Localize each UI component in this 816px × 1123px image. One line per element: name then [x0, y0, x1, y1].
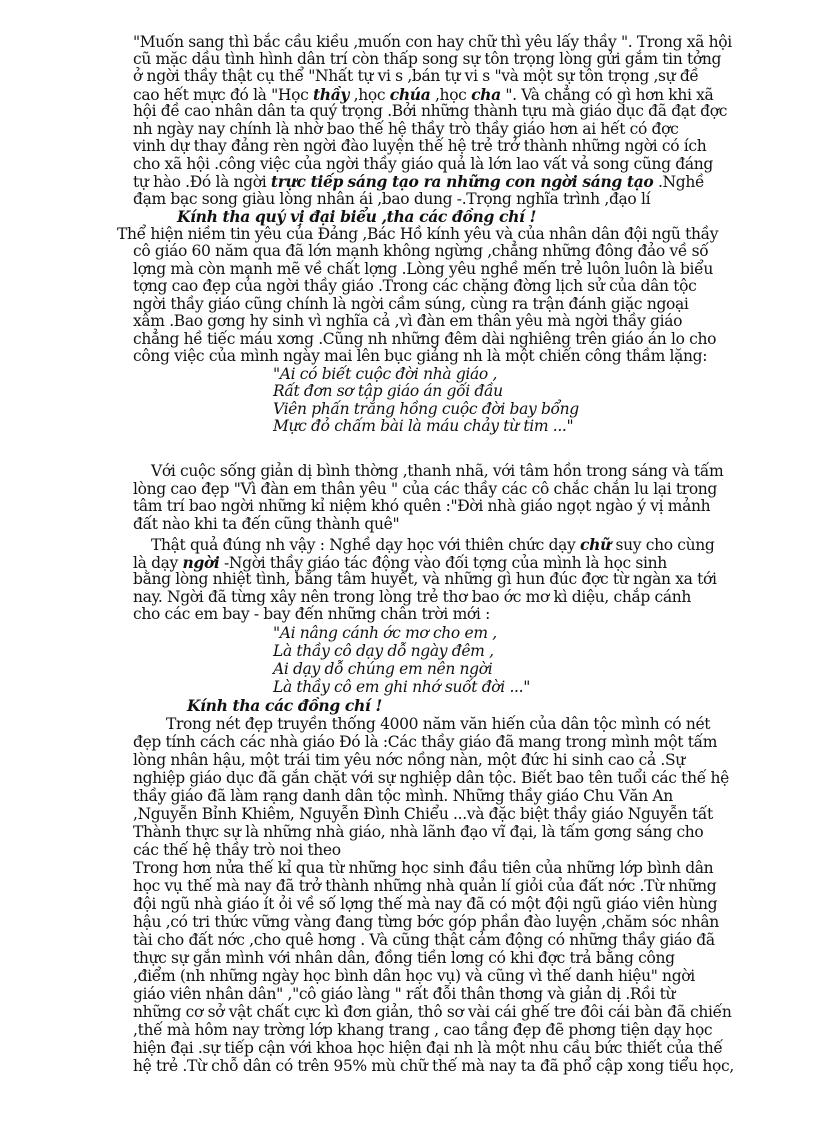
emphasis-text: ngời — [182, 553, 220, 572]
emphasis-text: cha — [471, 85, 501, 104]
text-line: cho các em bay - bay đến những chân trời mới : — [133, 605, 490, 623]
text-line: tợng cao đẹp của ngời thầy giáo .Trong các chặng đờng lịch sử của dân tộc — [133, 277, 697, 295]
text-line: cũ mặc dầu tình hình dân trí còn thấp song sự tôn trọng lòng gửi gắm tin tởng — [133, 50, 722, 68]
emphasis-text: trực tiếp — [270, 172, 343, 191]
text-line: nghiệp giáo dục đã gắn chặt với sự nghiệp dân tộc. Biết bao tên tuổi các thế hệ — [133, 769, 729, 787]
text-span: cao hết mực đó là "Học — [133, 86, 313, 104]
text-span: .Nghề — [653, 173, 705, 191]
poem-line: Viên phấn trắng hồng cuộc đời bay bổng — [273, 400, 579, 418]
text-line: nay. Ngời đã từng xây nên trong lòng trẻ thơ bao ớc mơ kì diệu, chắp cánh — [133, 588, 692, 606]
text-line: hệ trẻ .Từ chỗ dân có trên 95% mù chữ thế mà nay ta đã phổ cập xong tiểu học, — [133, 1057, 734, 1075]
poem-line: Rất đơn sơ tập giáo án gối đầu — [273, 382, 503, 400]
text-line: Thể hiện niềm tin yêu của Đảng ,Bác Hồ kính yêu và của nhân dân đội ngũ thầy — [117, 225, 719, 243]
text-line: cô giáo 60 năm qua đã lớn mạnh không ngừng ,chẳng những đông đảo về số — [133, 242, 709, 260]
text-line: lòng cao đẹp "Vì đàn em thân yêu " của các thầy các cô chắc chắn lu lại trong — [133, 480, 718, 498]
emphasis-text: chúa — [389, 85, 431, 104]
text-line: đạm bạc song giàu lòng nhân ái ,bao dung -.Trọng nghĩa trình ,đạo lí — [133, 190, 651, 208]
poem-line: Ai dạy dỗ chúng em nên ngời — [273, 660, 493, 678]
emphasis-text: sáng tạo ra những con ngời sáng tạo — [347, 172, 654, 191]
text-line: thầy giáo đã làm rạng danh dân tộc mình. Những thầy giáo Chu Văn An — [133, 787, 673, 805]
text-line: đất nào khi ta đến cũng thành quê" — [133, 515, 400, 533]
text-line: lợng mà còn mạnh mẽ về chất lợng .Lòng yêu nghề mến trẻ luôn luôn là biểu — [133, 260, 713, 278]
text-line: các thế hệ thầy trò noi theo — [133, 841, 341, 859]
text-line: ở ngời thầy thật cụ thể "Nhất tự vi s ,bán tự vi s "và một sự tôn trọng ,sự đề — [133, 67, 699, 85]
text-line: bằng lòng nhiệt tình, bằng tâm huyết, và những gì hun đúc đợc từ ngàn xa tới — [133, 570, 717, 588]
text-line: nh ngày nay chính là nhờ bao thế hệ thầy trò thầy giáo hơn ai hết có đợc — [133, 120, 679, 138]
text-line: những cơ sở vật chất cực kì đơn giản, thô sơ vài cái ghế tre đôi cái bàn đã chiến — [133, 1003, 732, 1021]
emphasis-text: thầy — [313, 85, 350, 104]
poem-line: "Ai nâng cánh ớc mơ cho em , — [273, 624, 497, 642]
text-line: đẹp tính cách các nhà giáo Đó là :Các thầy giáo đã mang trong mình một tấm — [133, 733, 718, 751]
text-line: cho xã hội .công việc của ngời thầy giáo quả là lớn lao vất vả song cũng đáng — [133, 155, 713, 173]
text-line: hậu ,có tri thức vững vàng đang từng bớc góp phần đào luyện ,chăm sóc nhân — [133, 913, 719, 931]
text-line: đội ngũ nhà giáo ít ỏi về số lợng thế mà nay đã có một đội ngũ giáo viên hùng — [133, 895, 718, 913]
text-span: ,học — [430, 86, 472, 104]
text-line: tâm trí bao ngời những kỉ niệm khó quên :"Đời nhà giáo ngọt ngào ý vị mảnh — [133, 497, 711, 515]
text-line: ngời thầy giáo cũng chính là ngời cầm súng, cùng ra trận đánh giặc ngoại — [133, 295, 689, 313]
text-line: "Muốn sang thì bắc cầu kiều ,muốn con hay chữ thì yêu lấy thầy ". Trong xã hội — [133, 33, 732, 51]
text-line: ,Nguyễn Bỉnh Khiêm, Nguyễn Đình Chiểu ...và đặc biệt thầy giáo Nguyễn tất — [133, 805, 713, 823]
text-span: ". Và chẳng có gì hơn khi xã — [500, 86, 714, 104]
text-span: là dạy — [133, 554, 183, 572]
poem-line: Là thầy cô dạy dỗ ngày đêm , — [273, 642, 494, 660]
text-line: Trong nét đẹp truyền thống 4000 năm văn hiến của dân tộc mình có nét — [166, 715, 711, 733]
text-line — [133, 173, 704, 191]
text-line: lòng nhân hậu, một trái tim yêu nớc nồng nàn, một đức hi sinh cao cả .Sự — [133, 751, 685, 769]
text-line: học vụ thế mà nay đã trở thành những nhà quản lí giỏi của đất nớc .Từ những — [133, 877, 717, 895]
speech-greeting-heading: Kính tha quý vị đại biểu ,tha các đồng chí ! — [177, 207, 537, 226]
speech-greeting-heading: Kính tha các đồng chí ! — [187, 696, 382, 715]
text-line: Trong hơn nửa thế kỉ qua từ những học sinh đầu tiên của những lớp bình dân — [133, 859, 714, 877]
poem-line: Mực đỏ chấm bài là máu chảy từ tim ..." — [273, 417, 574, 435]
text-line: ,điểm (nh những ngày học bình dân học vụ) và cũng vì thế danh hiệu" ngời — [133, 967, 695, 985]
text-span: -Ngời thầy giáo tác động vào đối tợng của mình là học sinh — [219, 554, 667, 572]
text-line: chẳng hề tiếc máu xơng .Cũng nh những đêm dài nghiêng trên giáo án lo cho — [133, 330, 717, 348]
text-line: công việc của mình ngày mai lên bục giảng nh là một chiến công thầm lặng: — [133, 347, 708, 365]
text-line: hiện đại .sự tiếp cận với khoa học hiện đại nh là một nhu cầu bức thiết của thế — [133, 1039, 723, 1057]
text-span: tự hào .Đó là ngời — [133, 173, 271, 191]
poem-line: "Ai có biết cuộc đời nhà giáo , — [273, 365, 498, 383]
text-line: hội đề cao nhân dân ta quý trọng .Bởi những thành tựu mà giáo dục đã đạt đợc — [133, 102, 728, 120]
text-line: Thành thực sự là những nhà giáo, nhà lãnh đạo vĩ đại, là tấm gơng sáng cho — [133, 823, 704, 841]
text-line: xâm .Bao gơng hy sinh vì nghĩa cả ,vì đàn em thân yêu mà ngời thầy giáo — [133, 312, 683, 330]
poem-line: Là thầy cô em ghi nhớ suốt đời ..." — [273, 678, 530, 696]
text-line: ,thế mà hôm nay trờng lớp khang trang , cao tầng đẹp đẽ phơng tiện dạy học — [133, 1021, 713, 1039]
emphasis-text: chữ — [580, 535, 611, 554]
text-line: thực sự gắn mình với nhân dân, đồng tiền lơng có khi đợc trả bằng công — [133, 949, 675, 967]
text-line: vinh dự thay đảng rèn ngời đào luyện thế hệ trẻ trở thành những ngời có ích — [133, 137, 707, 155]
text-line: tài cho đất nớc ,cho quê hơng . Và cũng thật cảm động có những thầy giáo đã — [133, 931, 715, 949]
text-line: giáo viên nhân dân" ,"cô giáo làng " rất đỗi thân thơng và giản dị .Rồi từ — [133, 985, 676, 1003]
text-span: Thật quả đúng nh vậy : Nghề dạy học với thiên chức dạy — [151, 536, 581, 554]
text-line: Với cuộc sống giản dị bình thờng ,thanh nhã, với tâm hồn trong sáng và tấm — [151, 462, 724, 480]
text-span: suy cho cùng — [610, 536, 715, 554]
text-line — [151, 536, 714, 554]
text-span: ,học — [349, 86, 390, 104]
